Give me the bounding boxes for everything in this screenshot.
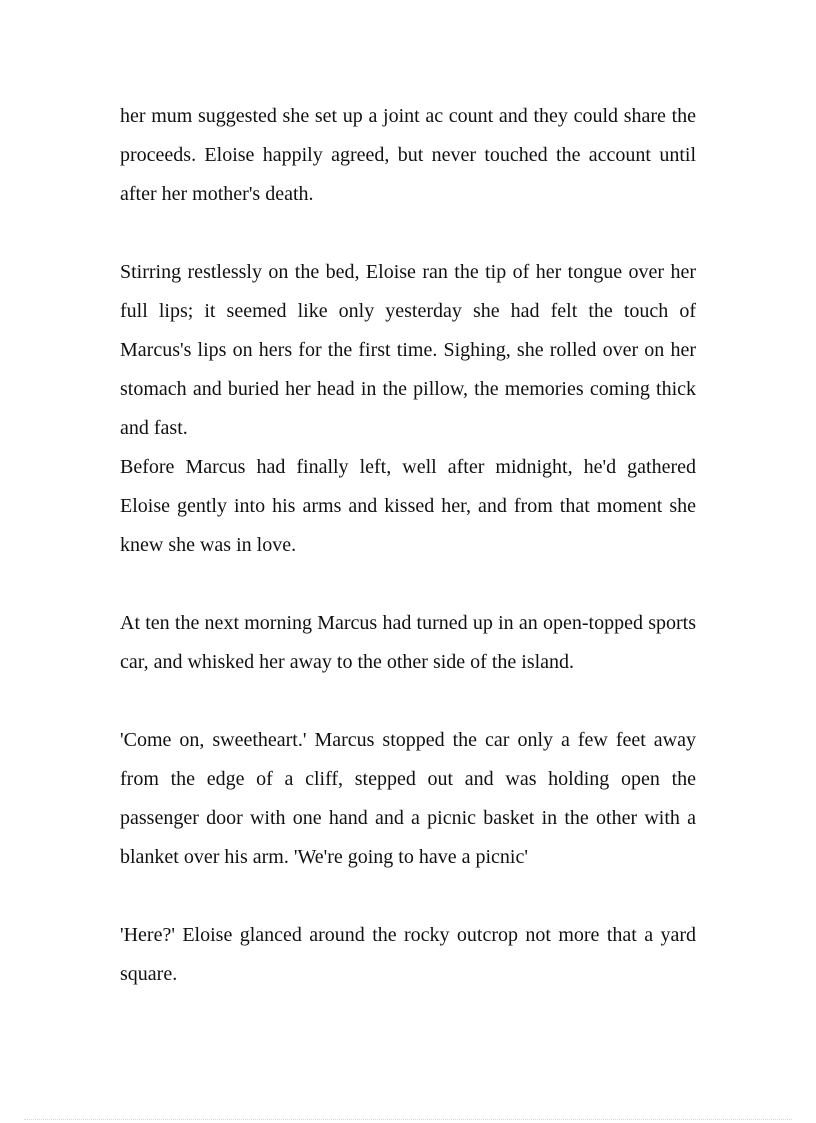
- paragraph: 'Come on, sweetheart.' Marcus stopped the car only a few feet away from the edge of a cliff, stepped out and was holding open the passenger door with one hand and a picnic basket in the other with a blanket over his arm. 'We're going to have a picnic': [120, 729, 696, 868]
- paragraph-spacer: [120, 877, 696, 916]
- paragraph: Before Marcus had finally left, well after midnight, he'd gathered Eloise gently into his arms and kissed her, and from that moment she knew she was in love.: [120, 456, 696, 556]
- paragraph: her mum suggested she set up a joint ac count and they could share the proceeds. Eloise happily agreed, but never touched the account until after her mother's death.: [120, 105, 696, 205]
- paragraph-spacer: [120, 682, 696, 721]
- document-body: [120, 97, 696, 994]
- paragraph-spacer: [120, 214, 696, 253]
- paragraph: Stirring restlessly on the bed, Eloise ran the tip of her tongue over her full lips; it seemed like only yesterday she had felt the touch of Marcus's lips on hers for the first time. Sighing, she rolled over on her stomach and buried her head in the pillow, the memories coming thick and fast.: [120, 261, 696, 439]
- paragraph: 'Here?' Eloise glanced around the rocky outcrop not more that a yard square.: [120, 924, 696, 985]
- page-bottom-rule: [24, 1119, 792, 1120]
- paragraph: At ten the next morning Marcus had turned up in an open-topped sports car, and whisked her away to the other side of the island.: [120, 612, 696, 673]
- paragraph-spacer: [120, 565, 696, 604]
